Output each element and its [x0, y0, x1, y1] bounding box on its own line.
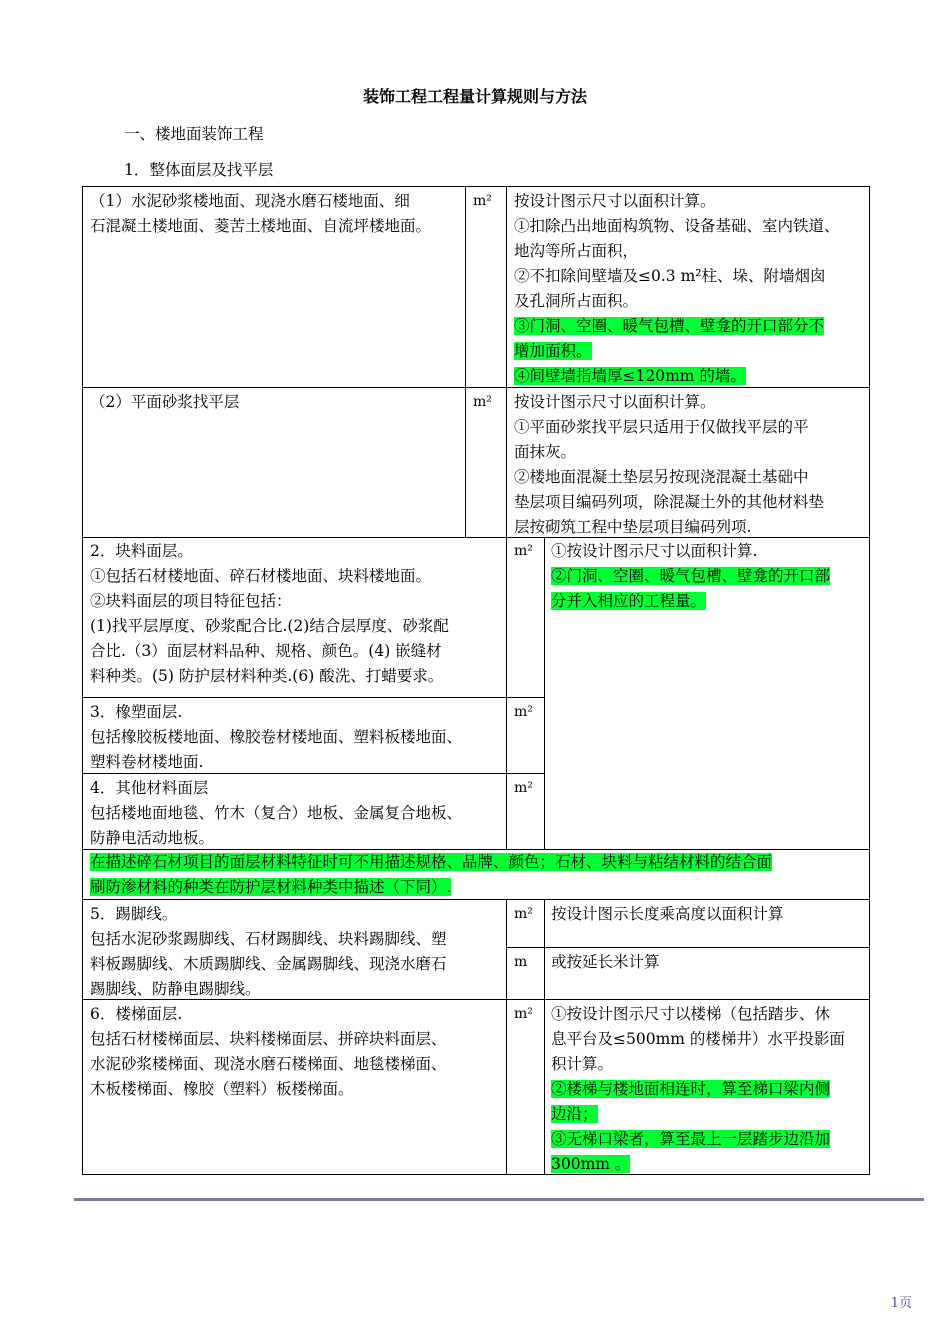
highlighted-text: 在描述碎石材项目的面层材料特征时可不用描述规格、品牌、颜色；石材、块料与粘结材料的结合面 — [90, 853, 773, 871]
row3-description — [90, 539, 449, 689]
row5-description — [90, 776, 462, 851]
text-line: （1）水泥砂浆楼地面、现浇水磨石楼地面、细 — [90, 192, 410, 210]
text-line: (1)找平层厚度、砂浆配合比.(2)结合层厚度、砂浆配 — [90, 617, 449, 635]
text-line: 或按延长米计算 — [551, 953, 660, 971]
text-line: 踢脚线、防静电踢脚线。 — [90, 980, 261, 998]
text-line: 4．其他材料面层 — [90, 779, 209, 797]
row6-unit-length: m — [514, 954, 528, 970]
text-line: ①按设计图示尺寸以楼梯（包括踏步、休 — [551, 1005, 831, 1023]
text-line: ②楼地面混凝土垫层另按现浇混凝土基础中 — [514, 468, 809, 486]
text-line: 垫层项目编码列项，除混凝土外的其他材料垫 — [514, 493, 825, 511]
text-line: 塑料卷材楼地面. — [90, 753, 204, 771]
text-line: 息平台及≤500mm 的楼梯井）水平投影面 — [551, 1030, 845, 1048]
text-line: 合比.（3）面层材料品种、规格、颜色。(4) 嵌缝材 — [90, 642, 442, 660]
highlighted-text: 刷防渗材料的种类在防护层材料种类中描述（下同）. — [90, 878, 452, 896]
row2-unit: m² — [473, 394, 492, 410]
row3-unit: m² — [514, 543, 533, 559]
section-heading: 一、楼地面装饰工程 — [124, 125, 264, 143]
text-line: 木板楼梯面、橡胶（塑料）板楼梯面。 — [90, 1080, 354, 1098]
row7-rule — [551, 1002, 845, 1177]
text-line: 地沟等所占面积， — [514, 242, 639, 260]
text-line: 包括橡胶板楼地面、橡胶卷材楼地面、塑料板楼地面、 — [90, 728, 463, 746]
highlighted-text: ②门洞、空圈、暖气包槽、壁龛的开口部 — [551, 567, 831, 585]
highlighted-text: 增加面积。 — [514, 342, 592, 360]
row7-unit: m² — [514, 1006, 533, 1022]
text-line: 包括楼地面地毯、竹木（复合）地板、金属复合地板、 — [90, 804, 463, 822]
text-line: （2）平面砂浆找平层 — [90, 393, 240, 411]
text-line: 及孔洞所占面积。 — [514, 292, 639, 310]
highlighted-text: ④间壁墙指墙厚≤120mm 的墙。 — [514, 367, 746, 385]
row4-description — [90, 700, 462, 775]
row6-unit-area: m² — [514, 906, 533, 922]
text-line: 积计算。 — [551, 1055, 614, 1073]
text-line: 包括石材楼梯面层、块料楼梯面层、拼碎块料面层、 — [90, 1030, 447, 1048]
page-number: 1页 — [890, 1296, 912, 1311]
text-line: 面抹灰。 — [514, 443, 577, 461]
highlighted-text: 分并入相应的工程量。 — [551, 592, 707, 610]
highlighted-text: ②楼梯与楼地面相连时，算至梯口梁内侧 — [551, 1080, 831, 1098]
highlighted-text: 边沿； — [551, 1105, 598, 1123]
row6-rule-length — [551, 950, 660, 975]
text-line: 3．橡塑面层. — [90, 703, 183, 721]
page-title: 装饰工程工程量计算规则与方法 — [362, 87, 587, 106]
text-line: 2．块料面层。 — [90, 542, 193, 560]
text-line: 按设计图示尺寸以面积计算。 — [514, 192, 716, 210]
row1-unit: m² — [473, 193, 492, 209]
row4-unit: m² — [514, 704, 533, 720]
row6-rule-area — [551, 902, 784, 927]
text-line: ①平面砂浆找平层只适用于仅做找平层的平 — [514, 418, 809, 436]
subsection-heading: 1．整体面层及找平层 — [124, 161, 274, 179]
text-line: 包括水泥砂浆踢脚线、石材踢脚线、块料踢脚线、塑 — [90, 930, 447, 948]
footer-divider — [74, 1198, 924, 1201]
highlighted-text: ③门洞、空圈、暖气包槽、壁龛的开口部分不 — [514, 317, 825, 335]
text-line: 6．楼梯面层. — [90, 1005, 183, 1023]
row7-description — [90, 1002, 447, 1102]
highlighted-text: 300mm 。 — [551, 1155, 631, 1173]
row6-description — [90, 902, 447, 1002]
note-row — [90, 850, 772, 900]
text-line: 料板踢脚线、木质踢脚线、金属踢脚线、现浇水磨石 — [90, 955, 447, 973]
row2-description — [90, 390, 239, 415]
row5-unit: m² — [514, 780, 533, 796]
text-line: 按设计图示长度乘高度以面积计算 — [551, 905, 784, 923]
text-line: 5．踢脚线。 — [90, 905, 178, 923]
row1-description — [90, 189, 431, 239]
text-line: 防静电活动地板。 — [90, 829, 215, 847]
text-line: ①扣除凸出地面构筑物、设备基础、室内铁道、 — [514, 217, 840, 235]
text-line: 料种类。(5) 防护层材料种类.(6) 酸洗、打蜡要求。 — [90, 667, 444, 685]
text-line: 按设计图示尺寸以面积计算。 — [514, 393, 716, 411]
text-line: ②不扣除间壁墙及≤0.3 m²柱、垛、附墙烟囱 — [514, 267, 826, 285]
text-line: ②块料面层的项目特征包括： — [90, 592, 292, 610]
text-line: 水泥砂浆楼梯面、现浇水磨石楼梯面、地毯楼梯面、 — [90, 1055, 447, 1073]
row1-rule — [514, 189, 840, 389]
text-line: ①包括石材楼地面、碎石材楼地面、块料楼地面。 — [90, 567, 432, 585]
highlighted-text: ③无梯口梁者，算至最上一层踏步边沿加 — [551, 1130, 831, 1148]
text-line: 层按砌筑工程中垫层项目编码列项. — [514, 518, 752, 536]
row2-rule — [514, 390, 824, 540]
text-line: 石混凝土楼地面、菱苦土楼地面、自流坪楼地面。 — [90, 217, 432, 235]
text-line: ①按设计图示尺寸以面积计算. — [551, 542, 758, 560]
row3-rule — [551, 539, 830, 614]
